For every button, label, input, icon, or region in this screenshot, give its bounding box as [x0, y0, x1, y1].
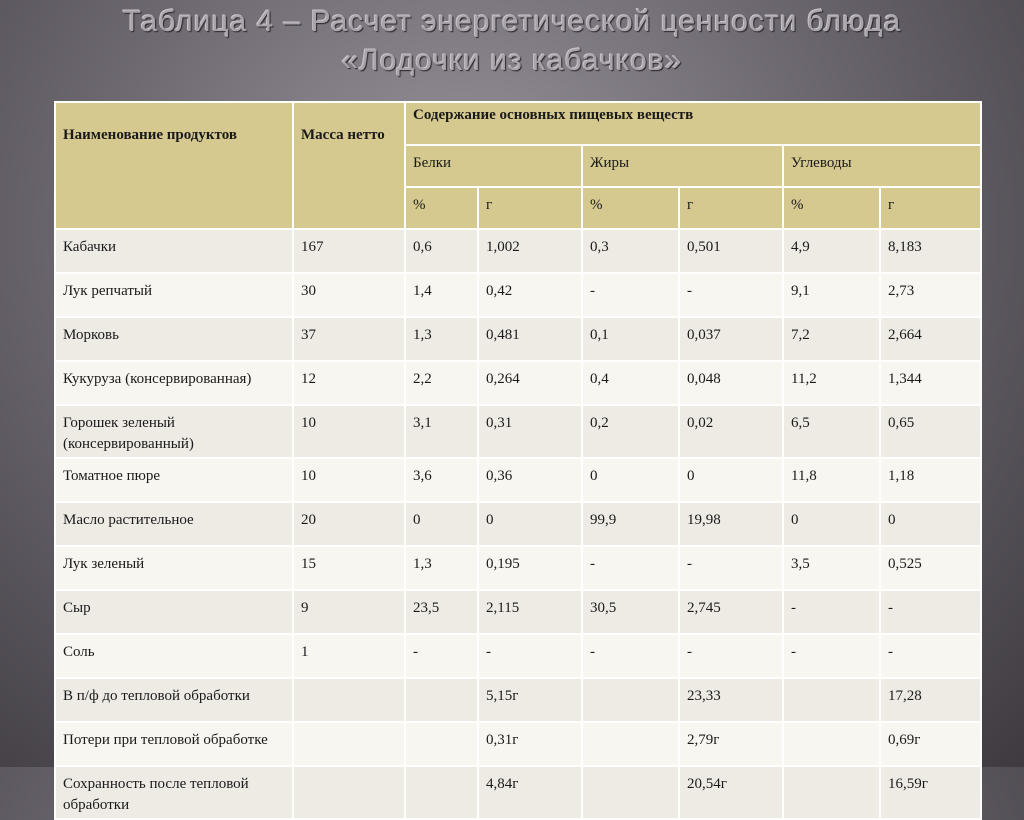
- header-protein: Белки: [405, 145, 582, 187]
- table-row: [55, 722, 981, 766]
- cell-carbs-grams: 1,18: [880, 458, 981, 502]
- cell-protein-percent: [405, 766, 478, 819]
- cell-fat-percent: 0,3: [582, 229, 679, 273]
- cell-fat-grams: 0,501: [679, 229, 783, 273]
- cell-carbs-percent: 4,9: [783, 229, 880, 273]
- cell-carbs-grams: -: [880, 634, 981, 678]
- table-row: [55, 361, 981, 405]
- cell-mass: 12: [293, 361, 405, 405]
- cell-protein-percent: 2,2: [405, 361, 478, 405]
- cell-protein-percent: [405, 722, 478, 766]
- header-fat-percent: %: [582, 187, 679, 229]
- cell-carbs-grams: 0,525: [880, 546, 981, 590]
- cell-carbs-percent: [783, 678, 880, 722]
- header-fat-grams: г: [679, 187, 783, 229]
- cell-protein-grams: 5,15г: [478, 678, 582, 722]
- cell-product: Кабачки: [55, 229, 293, 273]
- table-row: [55, 458, 981, 502]
- cell-carbs-percent: 7,2: [783, 317, 880, 361]
- cell-protein-percent: -: [405, 634, 478, 678]
- header-nutrients: Содержание основных пищевых веществ: [405, 102, 981, 145]
- cell-carbs-percent: -: [783, 634, 880, 678]
- cell-carbs-grams: 2,73: [880, 273, 981, 317]
- cell-fat-percent: -: [582, 546, 679, 590]
- cell-fat-grams: 2,79г: [679, 722, 783, 766]
- cell-protein-percent: 3,1: [405, 405, 478, 458]
- cell-protein-grams: 0,42: [478, 273, 582, 317]
- header-row: [55, 102, 981, 145]
- header-carbs-grams: г: [880, 187, 981, 229]
- cell-mass: 1: [293, 634, 405, 678]
- cell-product: Соль: [55, 634, 293, 678]
- table-row: [55, 405, 981, 458]
- table-row: [55, 634, 981, 678]
- cell-fat-percent: -: [582, 634, 679, 678]
- table-row: [55, 317, 981, 361]
- header-carbs: Углеводы: [783, 145, 981, 187]
- cell-fat-grams: 0,037: [679, 317, 783, 361]
- cell-product: В п/ф до тепловой обработки: [55, 678, 293, 722]
- table-row: [55, 229, 981, 273]
- cell-protein-grams: 0,195: [478, 546, 582, 590]
- cell-carbs-grams: 0: [880, 502, 981, 546]
- cell-fat-percent: 0,1: [582, 317, 679, 361]
- cell-protein-grams: 2,115: [478, 590, 582, 634]
- nutrition-table: [54, 101, 982, 820]
- cell-fat-percent: 30,5: [582, 590, 679, 634]
- cell-protein-grams: 1,002: [478, 229, 582, 273]
- table-row: [55, 590, 981, 634]
- cell-carbs-grams: 16,59г: [880, 766, 981, 819]
- cell-mass: 9: [293, 590, 405, 634]
- header-product: Наименование продуктов: [55, 102, 293, 229]
- cell-fat-grams: 20,54г: [679, 766, 783, 819]
- header-carbs-percent: %: [783, 187, 880, 229]
- cell-product: Сохранность после тепловой обработки: [55, 766, 293, 819]
- cell-fat-percent: [582, 722, 679, 766]
- cell-product: Масло растительное: [55, 502, 293, 546]
- cell-fat-grams: 19,98: [679, 502, 783, 546]
- cell-carbs-percent: 9,1: [783, 273, 880, 317]
- table-row: [55, 546, 981, 590]
- cell-carbs-grams: 0,65: [880, 405, 981, 458]
- cell-mass: [293, 766, 405, 819]
- cell-fat-grams: 0: [679, 458, 783, 502]
- cell-carbs-grams: 17,28: [880, 678, 981, 722]
- cell-product: Кукуруза (консервированная): [55, 361, 293, 405]
- cell-carbs-percent: -: [783, 590, 880, 634]
- cell-protein-grams: 0,31г: [478, 722, 582, 766]
- cell-protein-grams: 0,481: [478, 317, 582, 361]
- cell-mass: 15: [293, 546, 405, 590]
- cell-mass: 37: [293, 317, 405, 361]
- cell-protein-percent: 1,3: [405, 546, 478, 590]
- cell-protein-grams: -: [478, 634, 582, 678]
- cell-product: Горошек зеленый (консервированный): [55, 405, 293, 458]
- cell-carbs-grams: 0,69г: [880, 722, 981, 766]
- cell-fat-percent: 0,2: [582, 405, 679, 458]
- title-line-2: «Лодочки из кабачков»: [341, 44, 683, 77]
- header-protein-grams: г: [478, 187, 582, 229]
- cell-carbs-grams: 1,344: [880, 361, 981, 405]
- header-fat: Жиры: [582, 145, 783, 187]
- cell-fat-percent: [582, 766, 679, 819]
- cell-mass: 167: [293, 229, 405, 273]
- cell-protein-grams: 0,31: [478, 405, 582, 458]
- cell-fat-percent: 99,9: [582, 502, 679, 546]
- cell-carbs-percent: [783, 766, 880, 819]
- cell-carbs-percent: 0: [783, 502, 880, 546]
- cell-protein-grams: 0,36: [478, 458, 582, 502]
- cell-fat-grams: 23,33: [679, 678, 783, 722]
- cell-product: Лук репчатый: [55, 273, 293, 317]
- cell-protein-grams: 4,84г: [478, 766, 582, 819]
- cell-carbs-grams: 8,183: [880, 229, 981, 273]
- table-row: [55, 766, 981, 819]
- cell-fat-percent: -: [582, 273, 679, 317]
- title-line-1: Таблица 4 – Расчет энергетической ценности блюда: [122, 5, 902, 38]
- cell-protein-percent: 0,6: [405, 229, 478, 273]
- cell-protein-percent: 0: [405, 502, 478, 546]
- cell-carbs-percent: 11,2: [783, 361, 880, 405]
- cell-protein-percent: 23,5: [405, 590, 478, 634]
- cell-mass: 10: [293, 458, 405, 502]
- cell-fat-grams: -: [679, 546, 783, 590]
- cell-mass: [293, 678, 405, 722]
- cell-protein-percent: 1,4: [405, 273, 478, 317]
- cell-carbs-percent: 11,8: [783, 458, 880, 502]
- header-mass: Масса нетто: [293, 102, 405, 229]
- cell-carbs-percent: [783, 722, 880, 766]
- cell-carbs-percent: 6,5: [783, 405, 880, 458]
- cell-fat-grams: 2,745: [679, 590, 783, 634]
- cell-product: Морковь: [55, 317, 293, 361]
- cell-carbs-grams: -: [880, 590, 981, 634]
- table-row: [55, 502, 981, 546]
- cell-fat-grams: -: [679, 634, 783, 678]
- cell-mass: 20: [293, 502, 405, 546]
- cell-protein-percent: 1,3: [405, 317, 478, 361]
- cell-product: Лук зеленый: [55, 546, 293, 590]
- cell-fat-percent: 0,4: [582, 361, 679, 405]
- cell-protein-percent: [405, 678, 478, 722]
- cell-carbs-percent: 3,5: [783, 546, 880, 590]
- cell-protein-grams: 0,264: [478, 361, 582, 405]
- header-protein-percent: %: [405, 187, 478, 229]
- cell-fat-grams: 0,048: [679, 361, 783, 405]
- cell-carbs-grams: 2,664: [880, 317, 981, 361]
- cell-fat-grams: -: [679, 273, 783, 317]
- cell-fat-percent: 0: [582, 458, 679, 502]
- slide-title: [0, 2, 1024, 80]
- cell-fat-grams: 0,02: [679, 405, 783, 458]
- cell-product: Потери при тепловой обработке: [55, 722, 293, 766]
- cell-mass: [293, 722, 405, 766]
- cell-protein-grams: 0: [478, 502, 582, 546]
- cell-protein-percent: 3,6: [405, 458, 478, 502]
- cell-fat-percent: [582, 678, 679, 722]
- cell-mass: 30: [293, 273, 405, 317]
- cell-product: Томатное пюре: [55, 458, 293, 502]
- cell-product: Сыр: [55, 590, 293, 634]
- cell-mass: 10: [293, 405, 405, 458]
- table-row: [55, 678, 981, 722]
- table-row: [55, 273, 981, 317]
